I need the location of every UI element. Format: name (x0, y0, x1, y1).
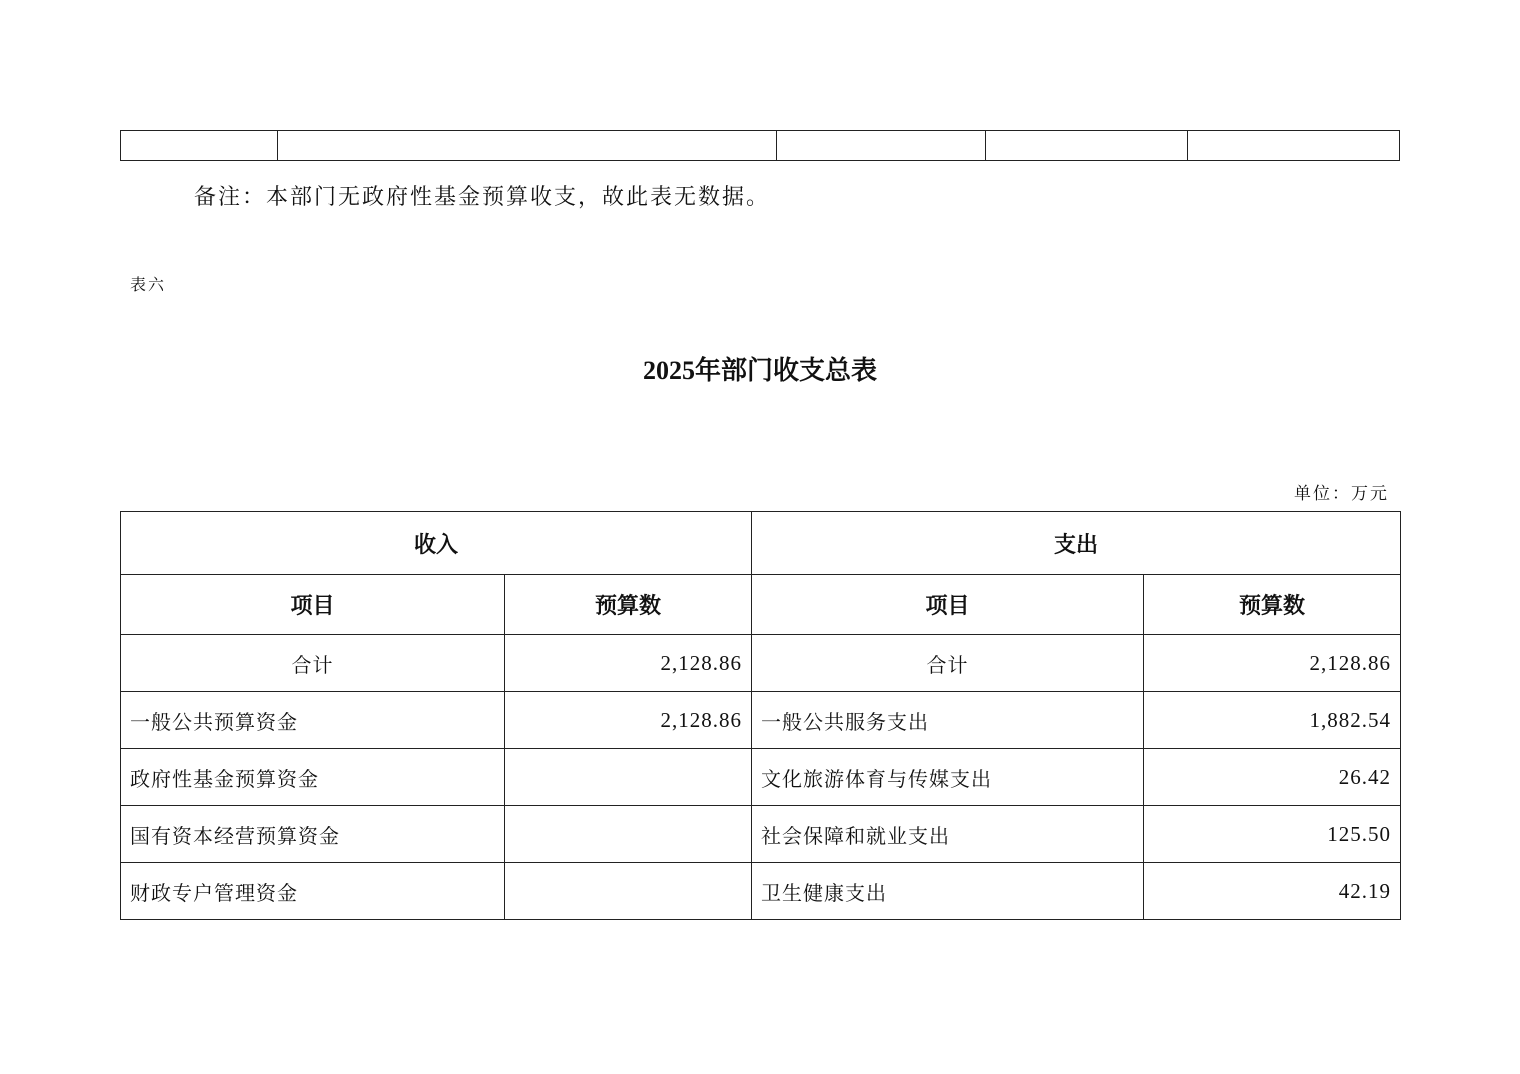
empty-cell (121, 131, 278, 161)
budget-summary-table (120, 511, 1401, 920)
empty-cell (777, 131, 986, 161)
remark-note: 备注：本部门无政府性基金预算收支，故此表无数据。 (194, 185, 771, 210)
income-value-cell (505, 749, 752, 806)
income-value-cell: 2,128.86 (505, 692, 752, 749)
expense-item-cell: 卫生健康支出 (752, 863, 1144, 920)
income-value-cell: 2,128.86 (505, 635, 752, 692)
empty-cell (278, 131, 777, 161)
expense-value-cell: 42.19 (1144, 863, 1401, 920)
table-row-total (121, 635, 1401, 692)
table-number-label: 表六 (130, 275, 167, 294)
income-header: 收入 (121, 512, 752, 575)
empty-table-row (121, 131, 1400, 161)
table-row (121, 749, 1401, 806)
expense-item-column-header: 项目 (752, 575, 1144, 635)
section-header-row (121, 512, 1401, 575)
expense-budget-column-header: 预算数 (1144, 575, 1401, 635)
income-item-cell: 财政专户管理资金 (121, 863, 505, 920)
expense-value-cell: 125.50 (1144, 806, 1401, 863)
expense-item-cell: 一般公共服务支出 (752, 692, 1144, 749)
expense-value-cell: 1,882.54 (1144, 692, 1401, 749)
expense-value-cell: 2,128.86 (1144, 635, 1401, 692)
income-value-cell (505, 863, 752, 920)
expense-value-cell: 26.42 (1144, 749, 1401, 806)
expense-item-cell: 合计 (752, 635, 1144, 692)
column-header-row (121, 575, 1401, 635)
expense-item-cell: 社会保障和就业支出 (752, 806, 1144, 863)
previous-table-bottom-row (120, 130, 1400, 161)
empty-cell (1188, 131, 1400, 161)
income-item-cell: 合计 (121, 635, 505, 692)
unit-label: 单位：万元 (1294, 484, 1389, 504)
empty-cell (986, 131, 1188, 161)
income-item-column-header: 项目 (121, 575, 505, 635)
expense-header: 支出 (752, 512, 1401, 575)
income-item-cell: 国有资本经营预算资金 (121, 806, 505, 863)
income-value-cell (505, 806, 752, 863)
income-item-cell: 一般公共预算资金 (121, 692, 505, 749)
income-item-cell: 政府性基金预算资金 (121, 749, 505, 806)
table-row (121, 806, 1401, 863)
page-title: 2025年部门收支总表 (642, 356, 877, 385)
income-budget-column-header: 预算数 (505, 575, 752, 635)
table-row (121, 692, 1401, 749)
table-row (121, 863, 1401, 920)
expense-item-cell: 文化旅游体育与传媒支出 (752, 749, 1144, 806)
